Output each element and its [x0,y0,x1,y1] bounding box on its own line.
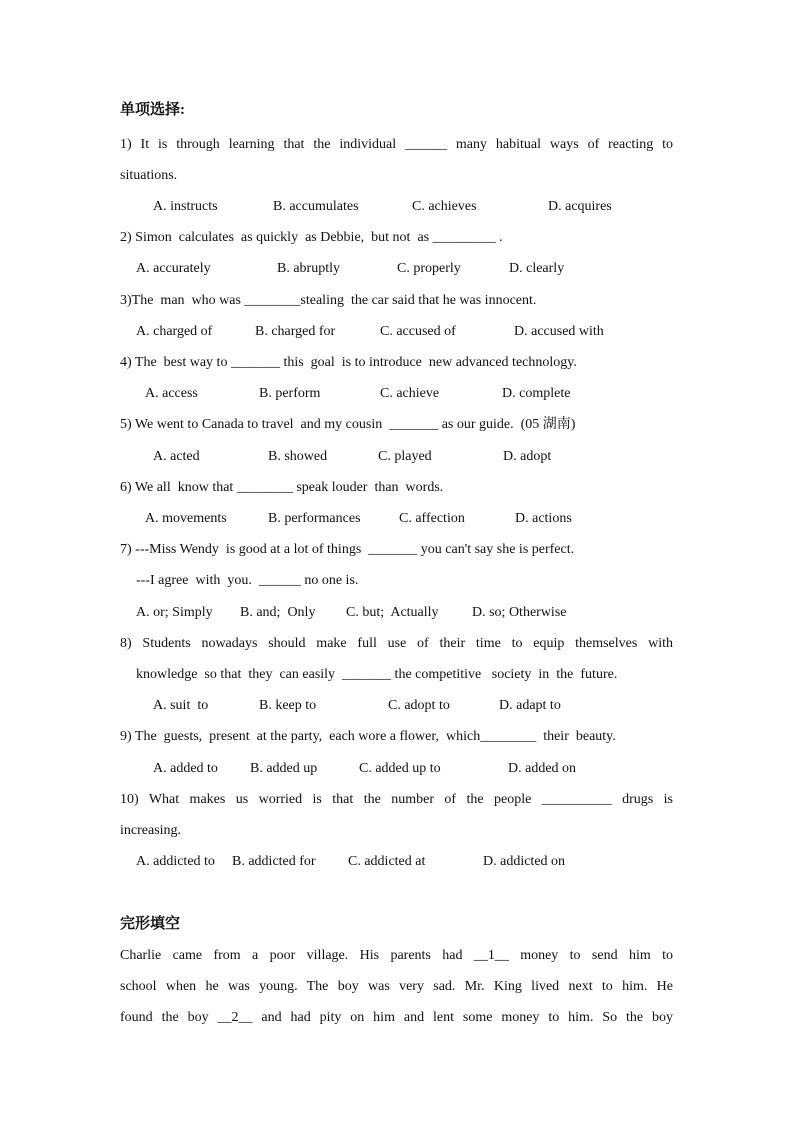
question-1-option-d: D. acquires [548,199,612,214]
question-2-option-d: D. clearly [509,261,565,276]
question-7-stem-cont: ---I agree with you. ______ no one is. [136,573,359,588]
section-heading-cloze: 完形填空 [120,916,181,932]
question-3-option-a: A. charged of [136,324,213,339]
question-8-stem-cont: knowledge so that they can easily _______ the competitive society in the future. [136,667,618,682]
question-3-option-b: B. charged for [255,324,336,339]
question-8-option-d: D. adapt to [499,698,561,713]
question-4-stem: 4) The best way to _______ this goal is to introduce new advanced technology. [120,355,577,370]
question-6-stem: 6) We all know that ________ speak louder than words. [120,480,444,495]
question-4-option-a: A. access [145,386,198,401]
question-9-option-d: D. added on [508,761,577,776]
question-2-option-c: C. properly [397,261,461,276]
question-2-option-b: B. abruptly [277,261,340,276]
question-10-option-b: B. addicted for [232,854,316,869]
question-8-option-a: A. suit to [153,698,209,713]
question-10-stem: 10) What makes us worried is that the number of the people __________ drugs is [120,792,673,807]
question-10-stem-cont: increasing. [120,823,182,838]
question-10-option-a: A. addicted to [136,854,215,869]
question-9-option-a: A. added to [153,761,218,776]
question-5-option-c: C. played [378,449,432,464]
question-7-option-c: C. but; Actually [346,605,439,620]
question-1-option-a: A. instructs [153,199,218,214]
question-4-option-b: B. perform [259,386,321,401]
question-2-option-a: A. accurately [136,261,211,276]
question-8-option-c: C. adopt to [388,698,450,713]
question-5-option-a: A. acted [153,449,200,464]
question-7-option-a: A. or; Simply [136,605,213,620]
question-2-stem: 2) Simon calculates as quickly as Debbie, but not as _________ . [120,230,503,245]
cloze-passage-line-3: found the boy __2__ and had pity on him and lent some money to him. So the boy [120,1010,673,1025]
question-1-stem-cont: situations. [120,168,178,183]
question-1-option-b: B. accumulates [273,199,359,214]
section-heading-single-choice: 单项选择: [120,102,185,118]
question-6-option-c: C. affection [399,511,465,526]
question-6-option-a: A. movements [145,511,227,526]
cloze-passage-line-1: Charlie came from a poor village. His parents had __1__ money to send him to [120,948,673,963]
question-5-option-b: B. showed [268,449,328,464]
question-5-option-d: D. adopt [503,449,552,464]
question-6-option-b: B. performances [268,511,361,526]
question-8-stem: 8) Students nowadays should make full use of their time to equip themselves with [120,636,673,651]
question-6-option-d: D. actions [515,511,572,526]
question-7-option-b: B. and; Only [240,605,316,620]
question-1-stem: 1) It is through learning that the individual ______ many habitual ways of reacting to [120,137,673,152]
question-7-option-d: D. so; Otherwise [472,605,567,620]
question-9-option-c: C. added up to [359,761,441,776]
question-10-option-c: C. addicted at [348,854,426,869]
question-3-option-d: D. accused with [514,324,604,339]
question-7-stem: 7) ---Miss Wendy is good at a lot of things _______ you can't say she is perfect. [120,542,575,557]
question-9-stem: 9) The guests, present at the party, each wore a flower, which________ their beauty. [120,729,616,744]
question-3-option-c: C. accused of [380,324,456,339]
question-8-option-b: B. keep to [259,698,317,713]
question-4-option-c: C. achieve [380,386,440,401]
question-5-stem: 5) We went to Canada to travel and my cousin _______ as our guide. (05 湖南) [120,417,576,432]
question-9-option-b: B. added up [250,761,318,776]
question-10-option-d: D. addicted on [483,854,566,869]
question-1-option-c: C. achieves [412,199,477,214]
question-3-stem: 3)The man who was ________stealing the car said that he was innocent. [120,293,537,308]
question-4-option-d: D. complete [502,386,571,401]
cloze-passage-line-2: school when he was young. The boy was very sad. Mr. King lived next to him. He [120,979,673,994]
